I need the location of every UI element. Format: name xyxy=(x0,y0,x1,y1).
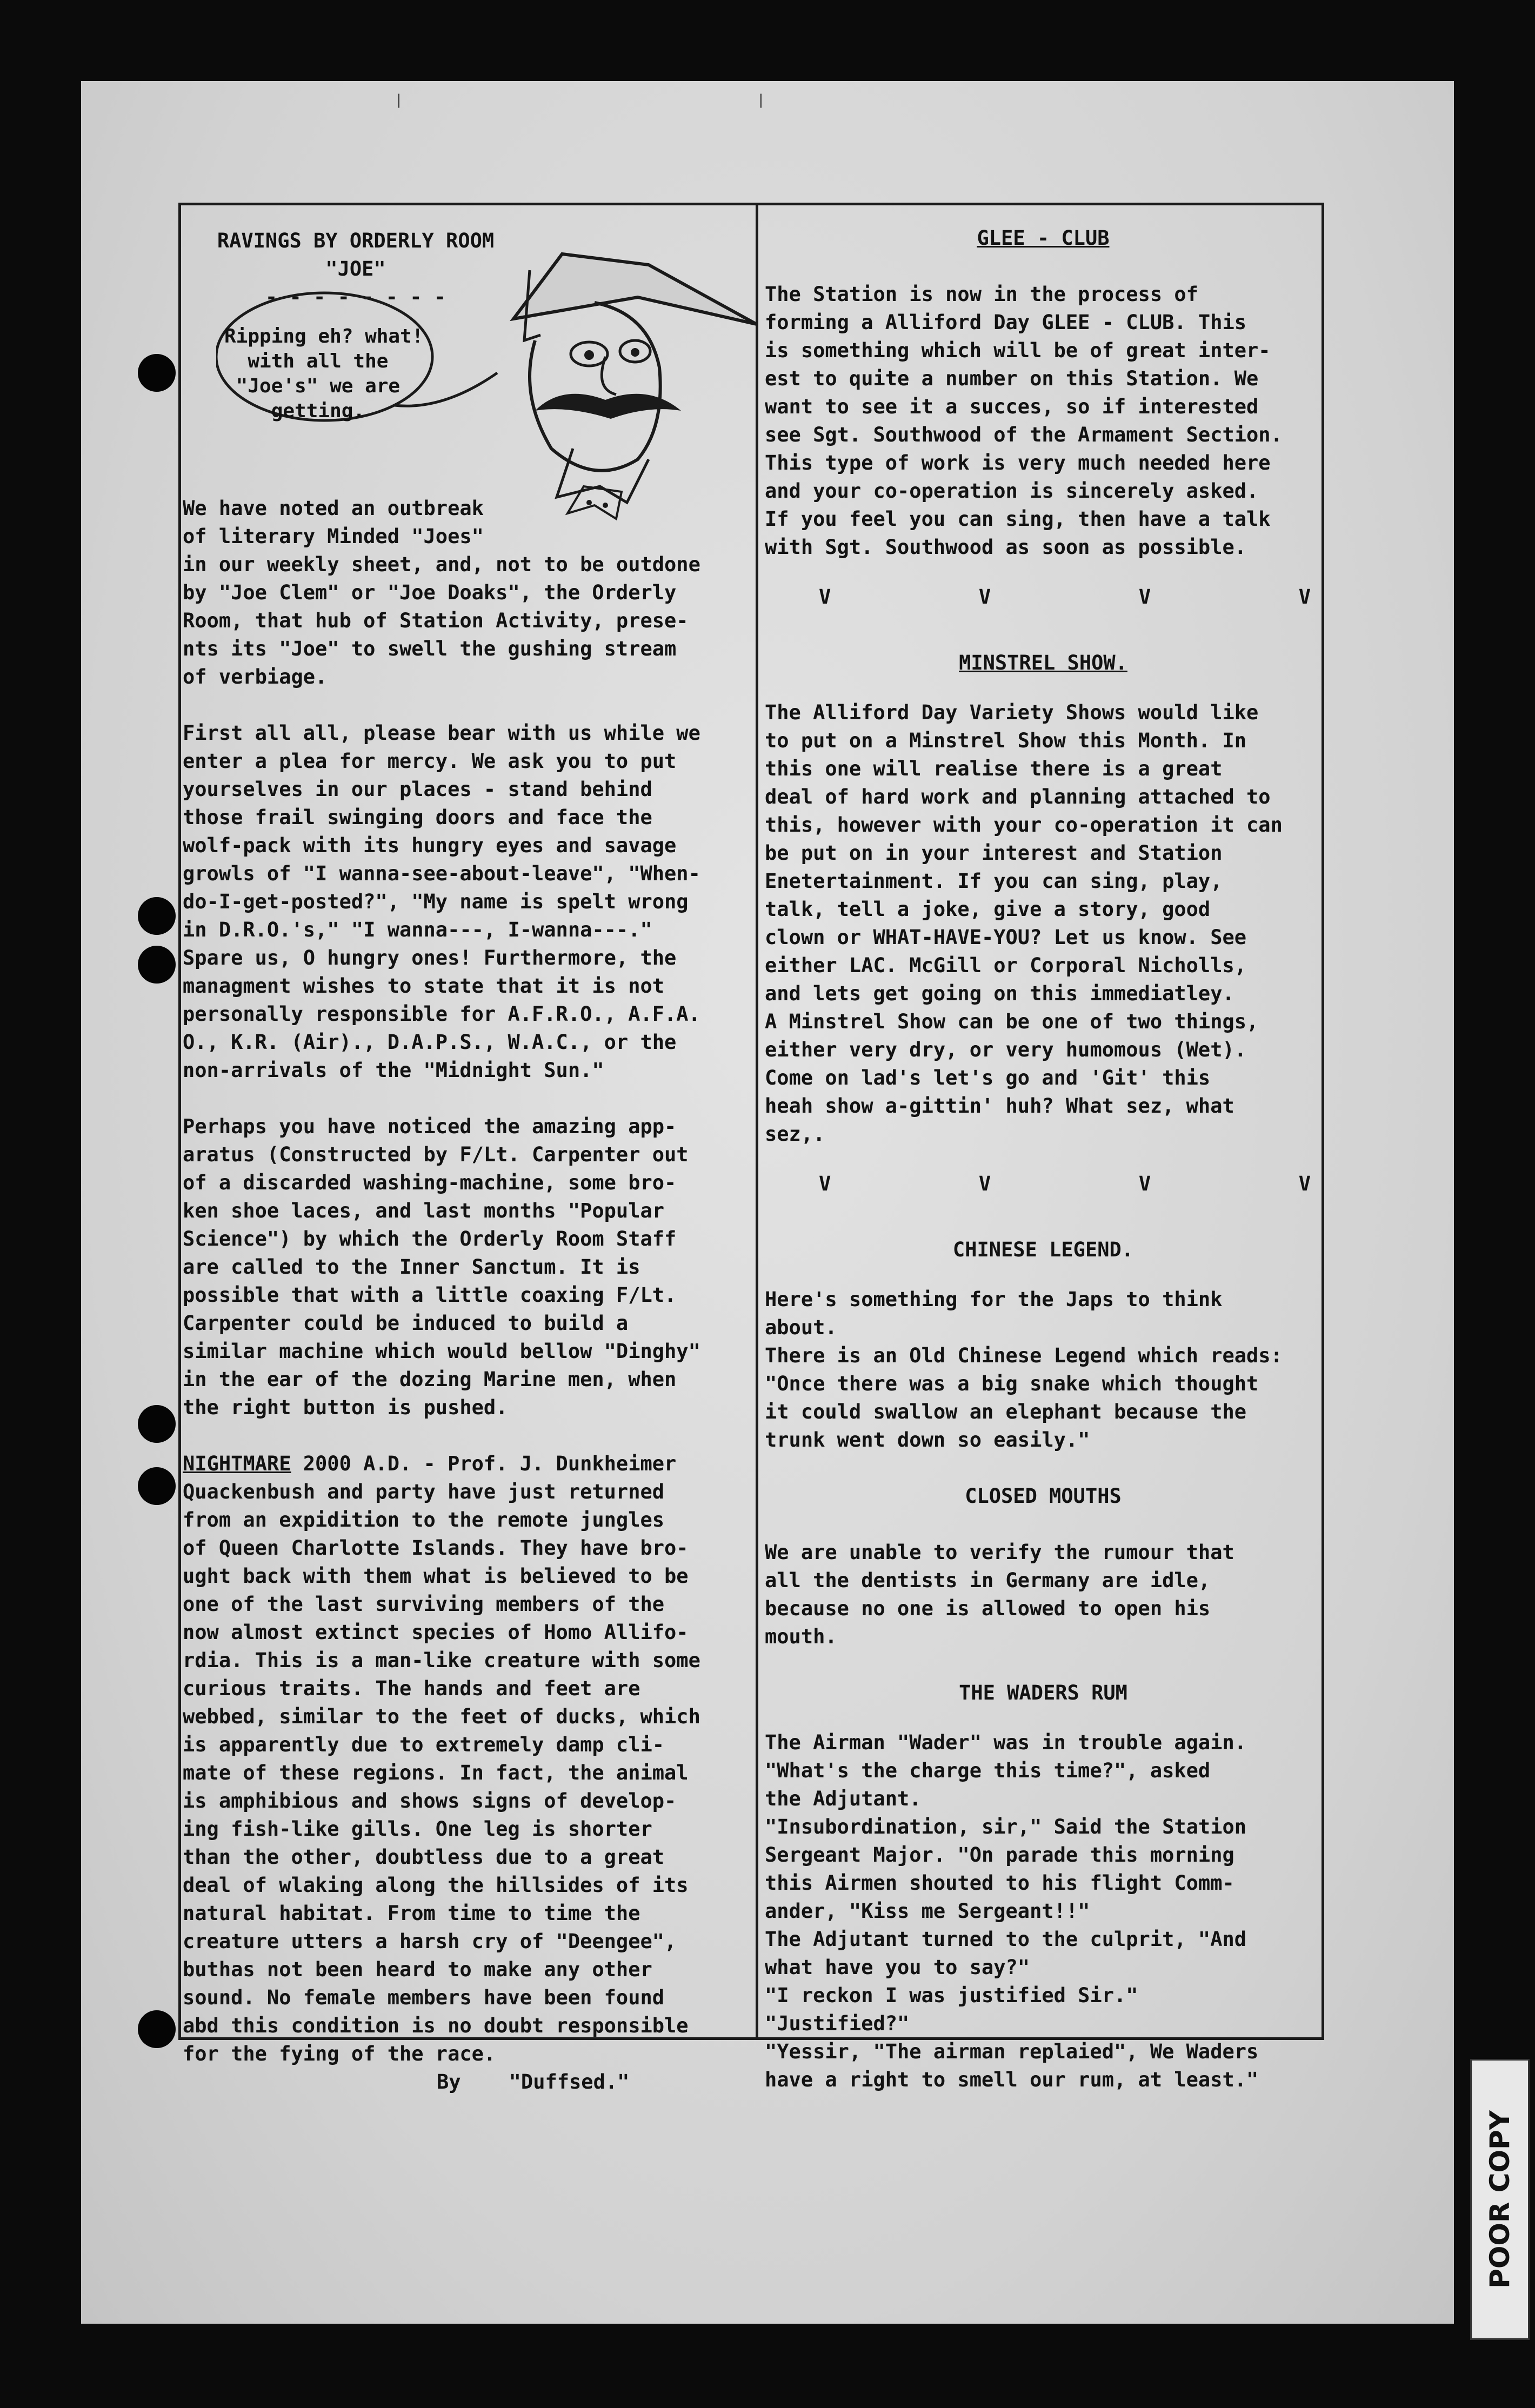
poor-copy-stamp xyxy=(1470,2059,1530,2340)
separator-marks xyxy=(765,1170,1322,1198)
glee-club-body: The Station is now in the process of forming a Alliford Day GLEE - CLUB. This is something which will be of great inter- est to quite a number on this Station. We want to see it a succes, so if interested see Sgt. Southwood of the Armament Section. This type of work is very much needed here and your co-operation is sincerely asked. If you feel you can sing, then have a talk with Sgt. Southwood as soon as possible. xyxy=(765,283,1283,559)
left-column-body xyxy=(183,494,753,2096)
ravings-heading-line1: RAVINGS BY ORDERLY ROOM xyxy=(217,229,495,252)
separator-mark: V xyxy=(1138,1172,1151,1195)
ravings-heading-line2: "JOE" xyxy=(325,257,386,280)
chinese-legend-body: Here's something for the Japs to think about. There is an Old Chinese Legend which reads: "Once there was a big snake which thought it could swallow an elephant because the trunk went down so easily." xyxy=(765,1288,1283,1452)
top-tick-mark: | xyxy=(757,92,765,108)
ravings-signature: By "Duffsed." xyxy=(437,2070,630,2093)
poor-copy-label: POOR COPY xyxy=(1484,2110,1516,2289)
minstrel-show-body: The Alliford Day Variety Shows would like to put on a Minstrel Show this Month. In this one will realise there is a great deal of hard work and planning attached to this, however with your co-operation it can be put on in your interest and Station Enetertainment. If you can sing, play, talk, tell a joke, give a story, good clown or WHAT-HAVE-YOU? Let us know. See either LAC. McGill or Corporal Nicholls, and lets get going on this immediatley. A Minstrel Show can be one of two things, either very dry, or very humomous (Wet). Come on lad's let's go and 'Git' this heah show a-gittin' huh? What sez, what sez,. xyxy=(765,701,1283,1146)
separator-mark: V xyxy=(1298,585,1311,608)
separator-mark: V xyxy=(978,585,991,608)
ravings-paragraph-3: Perhaps you have noticed the amazing app- aratus (Constructed by F/Lt. Carpenter out of a discarded washing-machine, some bro- ken shoe laces, and last months "Popular Science") by which the Orderly Room Staff are called to the Inner Sanctum. It is possible that with a little coaxing F/Lt. Carpenter could be induced to build a similar machine which would bellow "Dinghy" in the ear of the dozing Marine men, when the right button is pushed. xyxy=(183,1115,700,1419)
punch-hole xyxy=(138,946,176,984)
nightmare-lead: NIGHTMARE xyxy=(183,1452,291,1475)
closed-mouths-body: We are unable to verify the rumour that all the dentists in Germany are idle, because no one is allowed to open his mouth. xyxy=(765,1541,1234,1648)
minstrel-show-heading: MINSTREL SHOW. xyxy=(959,651,1127,674)
right-column xyxy=(765,224,1322,2094)
separator-mark: V xyxy=(1138,585,1151,608)
speech-bubble-caption: Ripping eh? what! with all the "Joe's" we are getting. xyxy=(224,325,424,422)
ravings-paragraph-1: We have noted an outbreak of literary Minded "Joes" in our weekly sheet, and, not to be outdone by "Joe Clem" or "Joe Doaks", the Orderly Room, that hub of Station Activity, prese- nts its "Joe" to swell the gushing stream of verbiage. xyxy=(183,497,700,688)
separator-mark: V xyxy=(978,1172,991,1195)
ravings-heading-rule: - - - - - - - - xyxy=(265,285,446,309)
ravings-paragraph-2: First all all, please bear with us while we enter a plea for mercy. We ask you to put yourselves in our places - stand behind those frail swinging doors and face the wolf-pack with its hungry eyes and savage growls of "I wanna-see-about-leave", "When- do-I-get-posted?", "My name is spelt wrong in D.R.O.'s," "I wanna---, I-wanna---." Spare us, O hungry ones! Furthermore, the managment wishes to state that it is not personally responsible for A.F.R.O., A.F.A. O., K.R. (Air)., D.A.P.S., W.A.C., or the non-arrivals of the "Midnight Sun." xyxy=(183,721,700,1082)
separator-mark: V xyxy=(819,585,831,608)
separator-mark: V xyxy=(819,1172,831,1195)
waders-rum-body: The Airman "Wader" was in trouble again. "What's the charge this time?", asked the Adjutant. "Insubordination, sir," Said the Station Sergeant Major. "On parade this morning this Airmen shouted to his flight Comm- ander, "Kiss me Sergeant!!" The Adjutant turned to the culprit, "And what have you to say?" "I reckon I was justified Sir." "Justified?" "Yessir, "The airman replaied", We Waders have a right to smell our rum, at least." xyxy=(765,1731,1259,2091)
top-tick-mark: | xyxy=(395,92,403,108)
punch-hole xyxy=(138,1405,176,1443)
chinese-legend-heading: CHINESE LEGEND. xyxy=(952,1238,1134,1261)
punch-hole xyxy=(138,1467,176,1505)
glee-club-heading: GLEE - CLUB xyxy=(977,226,1110,250)
closed-mouths-heading: CLOSED MOUTHS xyxy=(965,1484,1122,1508)
nightmare-paragraph: 2000 A.D. - Prof. J. Dunkheimer Quackenbush and party have just returned from an expidition to the remote jungles of Queen Charlotte Islands. They have bro- ught back with them what is believed to be one of the last surviving members of the now almost extinct species of Homo Allifo- rdia. This is a man-like creature with some curious traits. The hands and feet are webbed, similar to the feet of ducks, which is apparently due to extremely damp cli- mate of these regions. In fact, the animal is amphibious and shows signs of develop- ing fish-like gills. One leg is shorter than the other, doubtless due to a great deal of wlaking along the hillsides of its natural habitat. From time to time the creature utters a harsh cry of "Deengee", buthas not been heard to make any other sound. No female members have been found abd this condition is no doubt responsible for the fying of the race. xyxy=(183,1452,700,2065)
punch-hole xyxy=(138,2010,176,2048)
separator-mark: V xyxy=(1298,1172,1311,1195)
punch-hole xyxy=(138,897,176,935)
punch-hole xyxy=(138,354,176,392)
waders-rum-heading: THE WADERS RUM xyxy=(959,1681,1127,1704)
speech-bubble-text xyxy=(224,324,423,424)
separator-marks xyxy=(765,583,1322,611)
